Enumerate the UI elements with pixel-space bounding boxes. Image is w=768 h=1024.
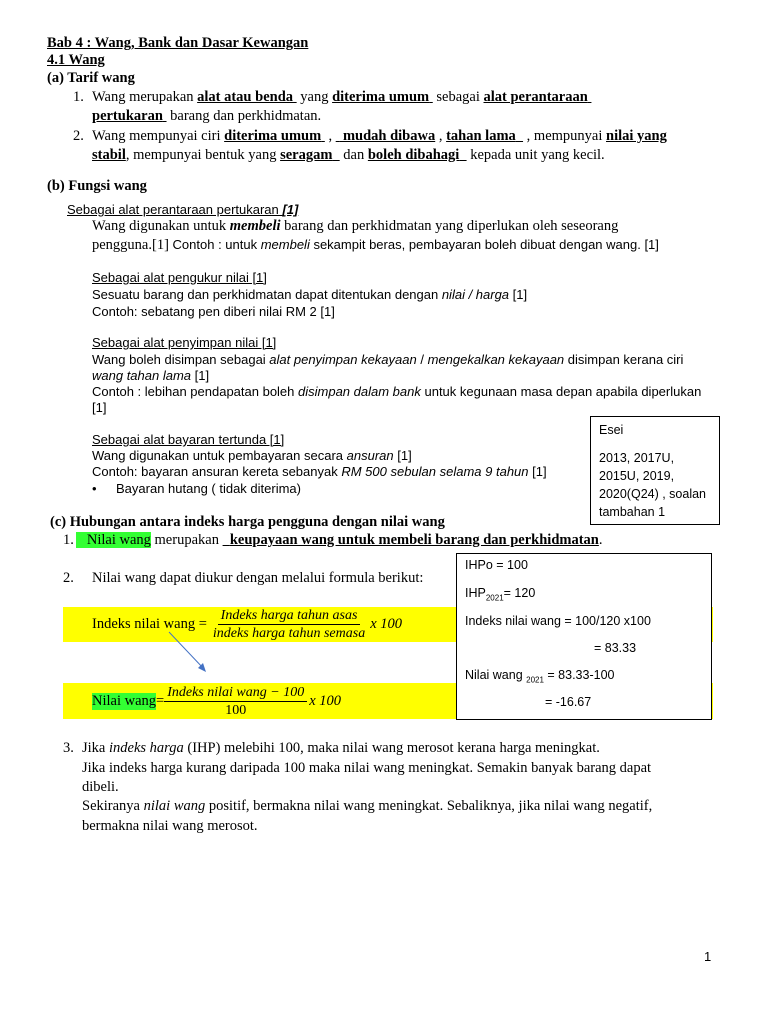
hubungan-item1-line: Nilai wang merupakan keupayaan wang untuk membeli barang dan perkhidmatan.: [76, 532, 603, 549]
fungsi1-line2: pengguna.[1] Contoh : untuk membeli sekampit beras, pembayaran boleh dibuat dengan wang. [1]: [92, 237, 659, 253]
fungsi3-line1: Wang boleh disimpan sebagai alat penyimpan kekayaan / mengekalkan kekayaan disimpan kerana ciri: [92, 352, 684, 367]
esei-line2: 2015U, 2019,: [599, 469, 675, 483]
esei-line4: tambahan 1: [599, 505, 666, 519]
calc-line3: Indeks nilai wang = 100/120 x100: [465, 614, 651, 628]
bullet-item: • Bayaran hutang ( tidak diterima): [92, 481, 301, 496]
calc-line2: $IHP_{2021}= 120$: [465, 586, 536, 603]
esei-line3: 2020(Q24) , soalan: [599, 487, 707, 501]
fungsi1-title: Sebagai alat perantaraan pertukaran [1]: [67, 202, 299, 217]
formula1-numerator: Indeks harga tahun asas: [218, 607, 361, 625]
hubungan-item3-line4: Sekiranya nilai wang positif, bermakna nilai wang meningkat. Sebaliknya, jika nilai wang negatif,: [82, 798, 653, 814]
calc-line6: = -16.67: [545, 695, 592, 709]
fungsi4-line2: Contoh: bayaran ansuran kereta sebanyak RM 500 sebulan selama 9 tahun [1]: [92, 464, 547, 479]
tarif-heading: (a) Tarif wang: [47, 70, 135, 86]
formula2-denominator: 100: [225, 702, 247, 718]
esei-line1: 2013, 2017U,: [599, 451, 675, 465]
hubungan-item3-line5: bermakna nilai wang merosot.: [82, 818, 258, 834]
calc-line4: = 83.33: [594, 641, 637, 655]
formula1-denominator: indeks harga tahun semasa: [212, 626, 366, 641]
bullet-icon: •: [92, 481, 97, 496]
formula1: Indeks nilai wang = $\frac{\text{Indeks harga tahun asas}}{\text{indeks harga tahun semasa}}$ x 100: [92, 608, 403, 641]
arrow-icon: [165, 628, 215, 678]
chapter-title: Bab 4 : Wang, Bank dan Dasar Kewangan: [47, 35, 309, 51]
section-title: 4.1 Wang: [47, 52, 105, 68]
hubungan-item3-line1: Jika indeks harga (IHP) melebihi 100, maka nilai wang merosot kerana harga meningkat.: [82, 740, 600, 756]
fungsi3-line2: wang tahan lama [1]: [92, 368, 210, 383]
hubungan-item3-line3: dibeli.: [82, 779, 119, 795]
esei-title: Esei: [599, 423, 624, 437]
fungsi3-title: Sebagai alat penyimpan nilai [1]: [92, 335, 277, 350]
hubungan-heading: (c) Hubungan antara indeks harga pengguna dengan nilai wang: [50, 514, 445, 530]
tarif-item1-line2: pertukaran barang dan perkhidmatan.: [92, 108, 322, 124]
page-number: 1: [704, 949, 712, 964]
fungsi2-line1: Sesuatu barang dan perkhidmatan dapat ditentukan dengan nilai / harga [1]: [92, 287, 528, 302]
tarif-item2-number: 2.: [73, 128, 84, 144]
fungsi4-line1: Wang digunakan untuk pembayaran secara ansuran [1]: [92, 448, 412, 463]
calc-line5: Nilai wang $_{2021}$ = 83.33-100: [465, 668, 615, 685]
esei-box: [590, 416, 720, 525]
hubungan-item3-number: 3.: [63, 740, 74, 756]
tarif-item2-line2: stabil, mempunyai bentuk yang seragam dan boleh dibahagi kepada unit yang kecil.: [92, 147, 605, 163]
fungsi3-line4: [1]: [92, 400, 107, 415]
fungsi2-title: Sebagai alat pengukur nilai [1]: [92, 270, 267, 285]
formula2-numerator: Indeks nilai wang − 100: [164, 684, 307, 702]
hubungan-item2-text: Nilai wang dapat diukur dengan melalui formula berikut:: [92, 570, 424, 586]
hubungan-item3-line2: Jika indeks harga kurang daripada 100 maka nilai wang meningkat. Semakin banyak barang dapat: [82, 760, 652, 776]
calc-line1: IHPo = 100: [465, 558, 528, 572]
nilai-wang-highlight: Nilai wang: [76, 532, 151, 548]
fungsi2-line2: Contoh: sebatang pen diberi nilai RM 2 [1]: [92, 304, 335, 319]
fungsi4-title: Sebagai alat bayaran tertunda [1]: [92, 432, 285, 447]
tarif-item2-line1: Wang mempunyai ciri diterima umum , mudah dibawa , tahan lama , mempunyai nilai yang: [92, 128, 667, 144]
fungsi3-line3: Contoh : lebihan pendapatan boleh disimpan dalam bank untuk kegunaan masa depan apabila diperlukan: [92, 384, 702, 399]
fungsi-heading: (b) Fungsi wang: [47, 178, 147, 194]
hubungan-item2-number: 2.: [63, 570, 74, 586]
calc-box: [456, 553, 712, 720]
hubungan-item1-number: 1.: [63, 532, 74, 548]
tarif-item1-line1: Wang merupakan alat atau benda yang diterima umum sebagai alat perantaraan: [92, 89, 588, 105]
tarif-item1-number: 1.: [73, 89, 84, 105]
fungsi1-line1: Wang digunakan untuk membeli barang dan perkhidmatan yang diperlukan oleh seseorang: [92, 218, 619, 234]
formula2-label: Nilai wang: [92, 692, 157, 709]
formula2: Nilai wang = $\frac{\text{Indeks nilai wang − 100}}{100}$ x 100: [92, 684, 342, 718]
